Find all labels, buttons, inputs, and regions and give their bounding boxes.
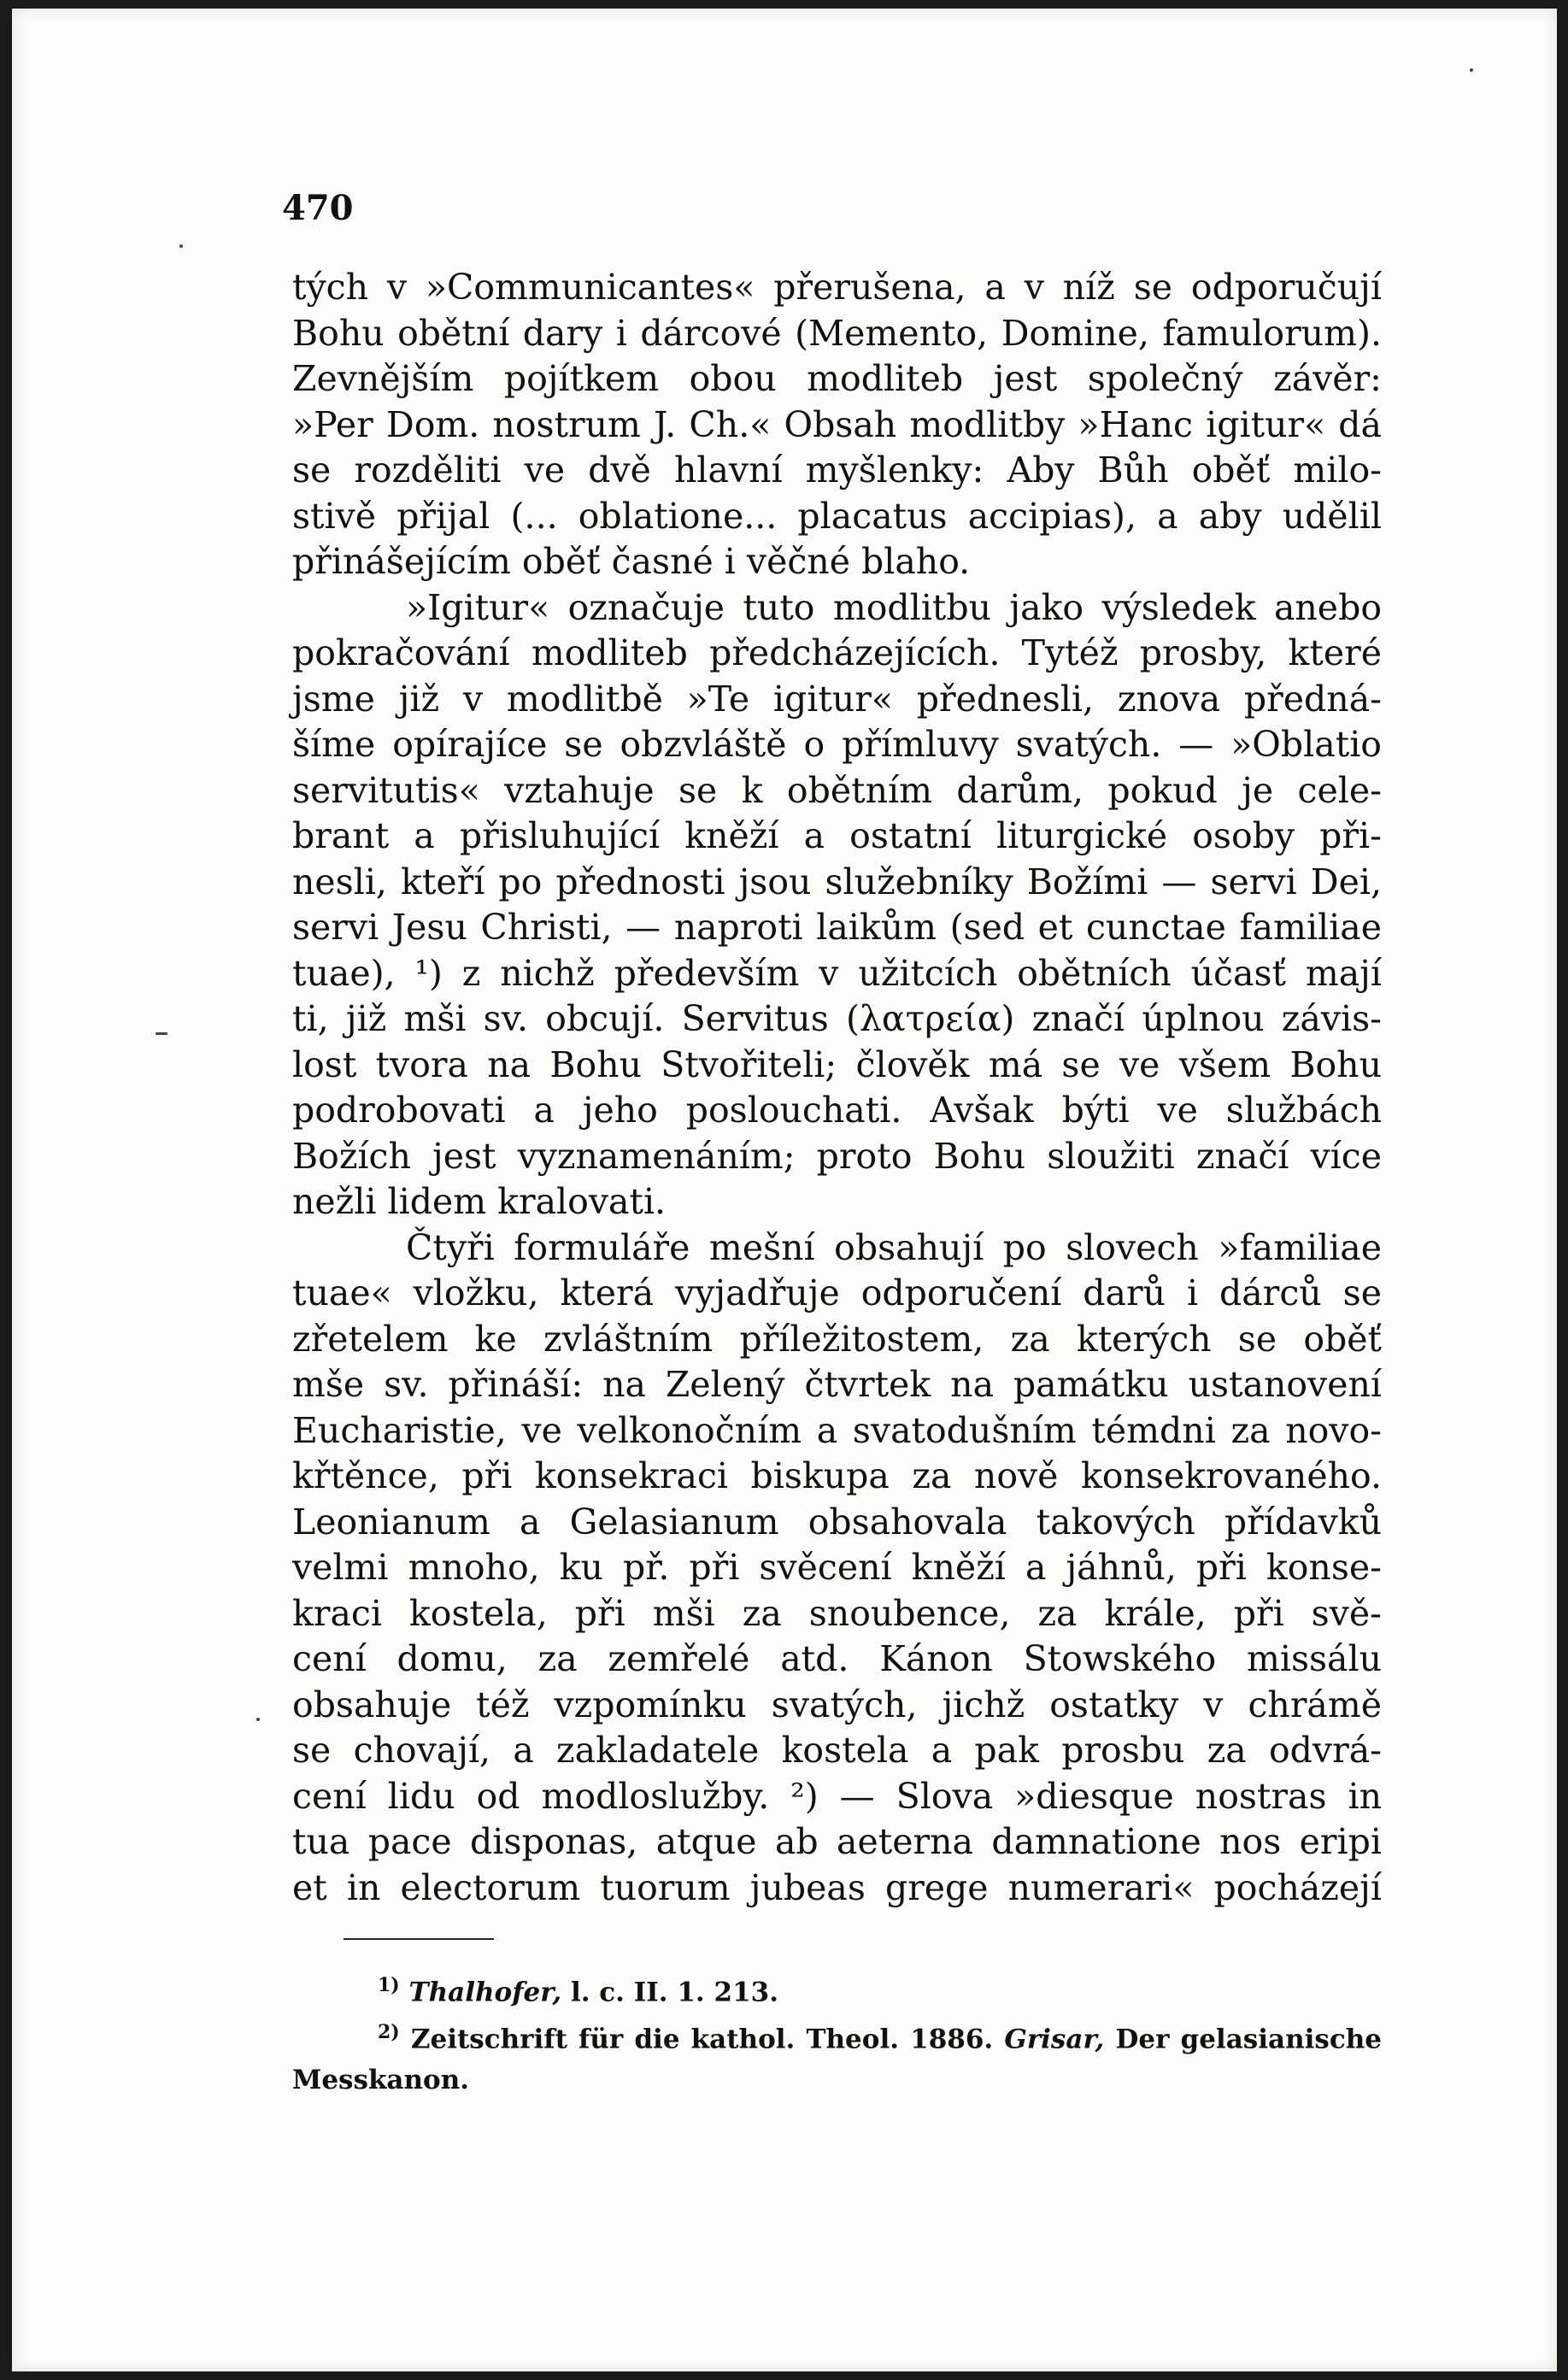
footnote-mark: 1): [378, 1974, 400, 1996]
text-line: stivě přijal (... oblatione... placatus accipias), a aby udělil: [292, 495, 1382, 537]
text-line: tua pace disponas, atque ab aeterna damnatione nos eripi: [292, 1821, 1382, 1862]
book-page: [12, 9, 1557, 2371]
text-line: servitutis« vztahuje se k obětním darům, pokud je cele-: [292, 769, 1382, 811]
text-line: ti, již mši sv. obcují. Servitus (λατρεία) značí úplnou závis-: [292, 998, 1382, 1039]
text-line: servi Jesu Christi, — naproti laikům (sed et cunctae familiae: [292, 907, 1382, 948]
text-line: křtěnce, při konsekraci biskupa za nově konsekrovaného.: [292, 1455, 1382, 1496]
footnote-text: l. c. II. 1. 213.: [570, 1977, 779, 2008]
footnote-2: [292, 2013, 1382, 2060]
text-line: velmi mnoho, ku př. při svěcení kněží a jáhnů, při konse-: [292, 1547, 1382, 1588]
text-line: pokračování modliteb předcházejících. Tytéž prosby, které: [292, 632, 1382, 673]
scan-speck: [1470, 68, 1473, 72]
text-line: Zevnějším pojítkem obou modliteb jest společný závěr:: [292, 358, 1382, 399]
scan-speck: [256, 1718, 260, 1721]
text-line: brant a přisluhující kněží a ostatní liturgické osoby při-: [292, 815, 1382, 856]
text-line: tuae« vložku, která vyjadřuje odporučení darů i dárců se: [292, 1272, 1382, 1313]
text-line: nesli, kteří po přednosti jsou služebníky Božími — servi Dei,: [292, 861, 1382, 902]
text-line: Leonianum a Gelasianum obsahovala takových přídavků: [292, 1501, 1382, 1543]
footnote-mark: 2): [378, 2021, 400, 2044]
footnote-text: Der gelasianische: [1115, 2024, 1383, 2055]
text-line: Eucharistie, ve velkonočním a svatodušním témdni za novo-: [292, 1409, 1382, 1451]
text-line: et in electorum tuorum jubeas grege numerari« pocházejí: [292, 1866, 1382, 1908]
text-line: mše sv. přináší: na Zelený čtvrtek na památku ustanovení: [292, 1364, 1382, 1405]
paragraph-first-line: »Igitur« označuje tuto modlitbu jako výsledek anebo: [406, 586, 1382, 628]
text-line: obsahuje též vzpomínku svatých, jichž ostatky v chrámě: [292, 1684, 1382, 1725]
text-line: se rozděliti ve dvě hlavní myšlenky: Aby Bůh oběť milo-: [292, 450, 1382, 491]
text-line: nežli lidem kralovati.: [292, 1181, 667, 1222]
text-line: Božích jest vyznamenáním; proto Bohu sloužiti značí více: [292, 1135, 1382, 1177]
footnote-divider: [344, 1938, 494, 1940]
paragraph-first-line: Čtyři formuláře mešní obsahují po slovech »familiae: [406, 1226, 1382, 1268]
text-line: kraci kostela, při mši za snoubence, za krále, při svě-: [292, 1592, 1382, 1634]
footnotes: [292, 1966, 1382, 2101]
footnote-1: [292, 1966, 1382, 2013]
text-line: cení lidu od modloslužby. ²) — Slova »diesque nostras in: [292, 1775, 1382, 1817]
body-text: [292, 265, 1382, 1911]
footnote-2-continued: Messkanon.: [292, 2064, 470, 2095]
text-line: se chovají, a zakladatele kostela a pak prosbu za odvrá-: [292, 1730, 1382, 1771]
page-number: 470: [282, 188, 354, 228]
text-line: »Per Dom. nostrum J. Ch.« Obsah modlitby »Hanc igitur« dá: [292, 403, 1382, 445]
text-line: přinášejícím oběť časné i věčné blaho.: [292, 541, 971, 582]
text-line: tuae), ¹) z nichž především v užitcích obětních účasť mají: [292, 952, 1382, 994]
scan-speck: [156, 1032, 167, 1035]
text-line: Bohu obětní dary i dárcové (Memento, Domine, famulorum).: [292, 312, 1382, 354]
footnote-author: Grisar,: [1004, 2024, 1105, 2055]
footnote-text: Zeitschrift für die kathol. Theol. 1886.: [410, 2024, 994, 2055]
text-line: šíme opírajíce se obzvláště o přímluvy svatých. — »Oblatio: [292, 724, 1382, 765]
text-line: cení domu, za zemřelé atd. Kánon Stowského missálu: [292, 1638, 1382, 1679]
text-line: zřetelem ke zvláštním příležitostem, za kterých se oběť: [292, 1318, 1382, 1360]
text-line: lost tvora na Bohu Stvořiteli; člověk má se ve všem Bohu: [292, 1043, 1382, 1085]
footnote-author: Thalhofer,: [408, 1977, 562, 2008]
text-line: tých v »Communicantes« přerušena, a v níž se odporučují: [292, 267, 1382, 308]
scan-speck: [179, 244, 183, 248]
text-line: podrobovati a jeho poslouchati. Avšak býti ve službách: [292, 1090, 1382, 1131]
text-line: jsme již v modlitbě »Te igitur« přednesli, znova předná-: [292, 678, 1382, 720]
